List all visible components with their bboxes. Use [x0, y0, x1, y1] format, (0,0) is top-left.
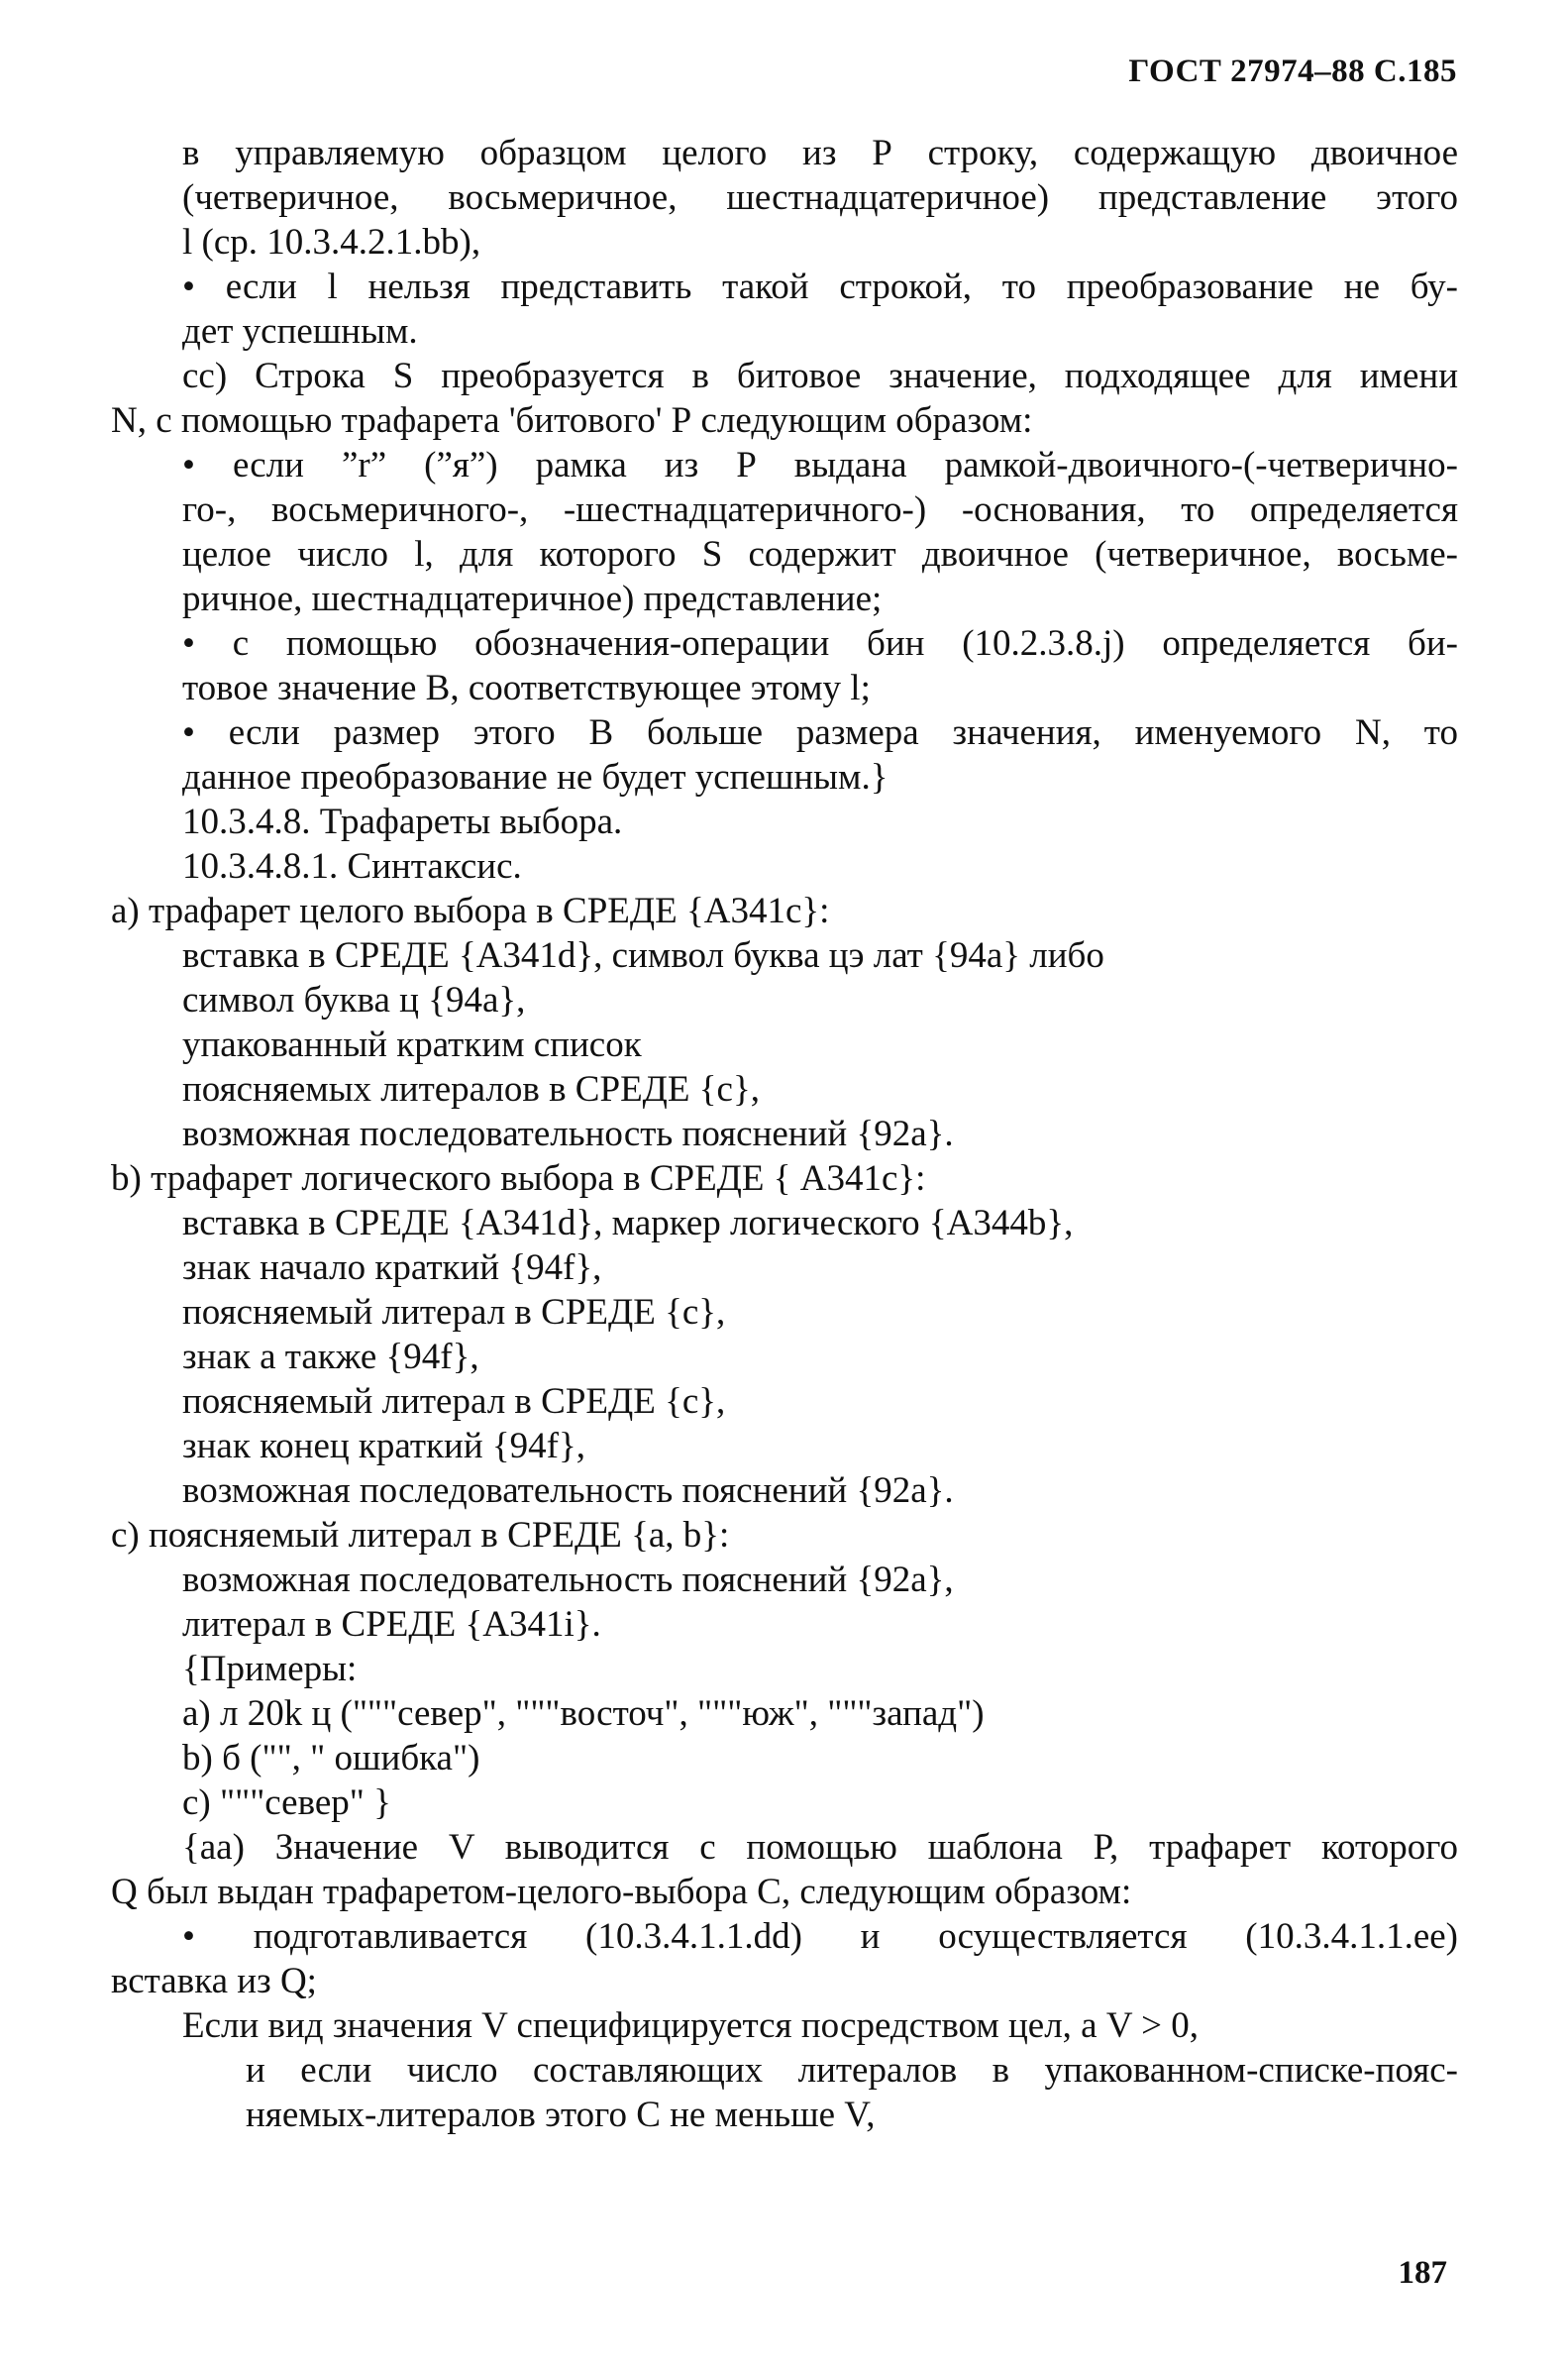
- text-line: данное преобразование не будет успешным.}: [182, 757, 889, 798]
- text-line: • с помощью обозначения-операции бин (10.2.3.8.j) определяется би-: [182, 623, 1458, 664]
- document-body: [111, 131, 1458, 2137]
- text-line: l (ср. 10.3.4.2.1.bb),: [182, 222, 481, 263]
- text-line: Q был выдан трафаретом-целого-выбора С, следующим образом:: [111, 1872, 1132, 1912]
- text-line: вставка из Q;: [111, 1961, 317, 2001]
- syntax-line: знак а также {94f},: [182, 1337, 479, 1377]
- syntax-line: вставка в СРЕДЕ {A341d}, маркер логического {A344b},: [182, 1203, 1074, 1243]
- page-number: 187: [1398, 2255, 1447, 2291]
- syntax-line: поясняемых литералов в СРЕДЕ {c},: [182, 1069, 760, 1110]
- syntax-line: возможная последовательность пояснений {92a}.: [182, 1470, 954, 1511]
- syntax-line: поясняемый литерал в СРЕДЕ {c},: [182, 1381, 726, 1422]
- text-line: cc) Строка S преобразуется в битовое значение, подходящее для имени: [182, 356, 1458, 396]
- syntax-line: поясняемый литерал в СРЕДЕ {c},: [182, 1292, 726, 1333]
- text-line: Если вид значения V специфицируется посредством цел, а V > 0,: [182, 2005, 1200, 2046]
- text-line: (четверичное, восьмеричное, шестнадцатеричное) представление этого: [182, 177, 1458, 218]
- syntax-line: вставка в СРЕДЕ {A341d}, символ буква цэ лат {94a} либо: [182, 935, 1104, 976]
- text-line: няемых-литералов этого С не меньше V,: [246, 2095, 876, 2135]
- text-line: • подготавливается (10.3.4.1.1.dd) и осуществляется (10.3.4.1.1.ee): [182, 1916, 1458, 1957]
- syntax-rule: b) трафарет логического выбора в СРЕДЕ { A341c}:: [111, 1158, 926, 1199]
- text-line: целое число l, для которого S содержит двоичное (четверичное, восьме-: [182, 534, 1458, 575]
- text-line: {aa) Значение V выводится с помощью шаблона P, трафарет которого: [182, 1827, 1458, 1868]
- syntax-line: возможная последовательность пояснений {92a}.: [182, 1114, 954, 1154]
- syntax-line: знак конец краткий {94f},: [182, 1426, 585, 1466]
- example-line: c) """север" }: [182, 1782, 391, 1823]
- syntax-rule: c) поясняемый литерал в СРЕДЕ {a, b}:: [111, 1515, 730, 1556]
- page-header: ГОСТ 27974–88 С.185: [1128, 54, 1457, 89]
- syntax-rule: a) трафарет целого выбора в СРЕДЕ {A341c}:: [111, 891, 830, 931]
- text-line: в управляемую образцом целого из Р строку, содержащую двоичное: [182, 133, 1458, 173]
- example-line: b) б ("", " ошибка"): [182, 1738, 480, 1778]
- text-line: го-, восьмеричного-, -шестнадцатеричного-) -основания, то определяется: [182, 489, 1458, 530]
- text-line: N, с помощью трафарета 'битового' Р следующим образом:: [111, 400, 1033, 441]
- examples-heading: {Примеры:: [182, 1649, 358, 1689]
- text-line: товое значение В, соответствующее этому l;: [182, 668, 871, 708]
- text-line: • если ”r” (”я”) рамка из Р выдана рамкой-двоичного-(-четверично-: [182, 445, 1458, 485]
- syntax-line: символ буква ц {94a},: [182, 980, 526, 1021]
- text-line: • если l нельзя представить такой строкой, то преобразование не бу-: [182, 267, 1458, 307]
- text-line: • если размер этого В больше размера значения, именуемого N, то: [182, 712, 1458, 753]
- section-heading: 10.3.4.8. Трафареты выбора.: [182, 802, 623, 842]
- syntax-line: возможная последовательность пояснений {92a},: [182, 1560, 954, 1600]
- section-heading: 10.3.4.8.1. Синтаксис.: [182, 846, 522, 887]
- syntax-line: упакованный кратким список: [182, 1024, 642, 1065]
- text-line: ричное, шестнадцатеричное) представление;: [182, 579, 883, 619]
- text-line: и если число составляющих литералов в упакованном-списке-пояс-: [246, 2050, 1458, 2091]
- example-line: a) л 20k ц ("""север", """восточ", """юж", """запад"): [182, 1693, 985, 1734]
- syntax-line: литерал в СРЕДЕ {A341i}.: [182, 1604, 601, 1645]
- syntax-line: знак начало краткий {94f},: [182, 1247, 602, 1288]
- text-line: дет успешным.: [182, 311, 418, 352]
